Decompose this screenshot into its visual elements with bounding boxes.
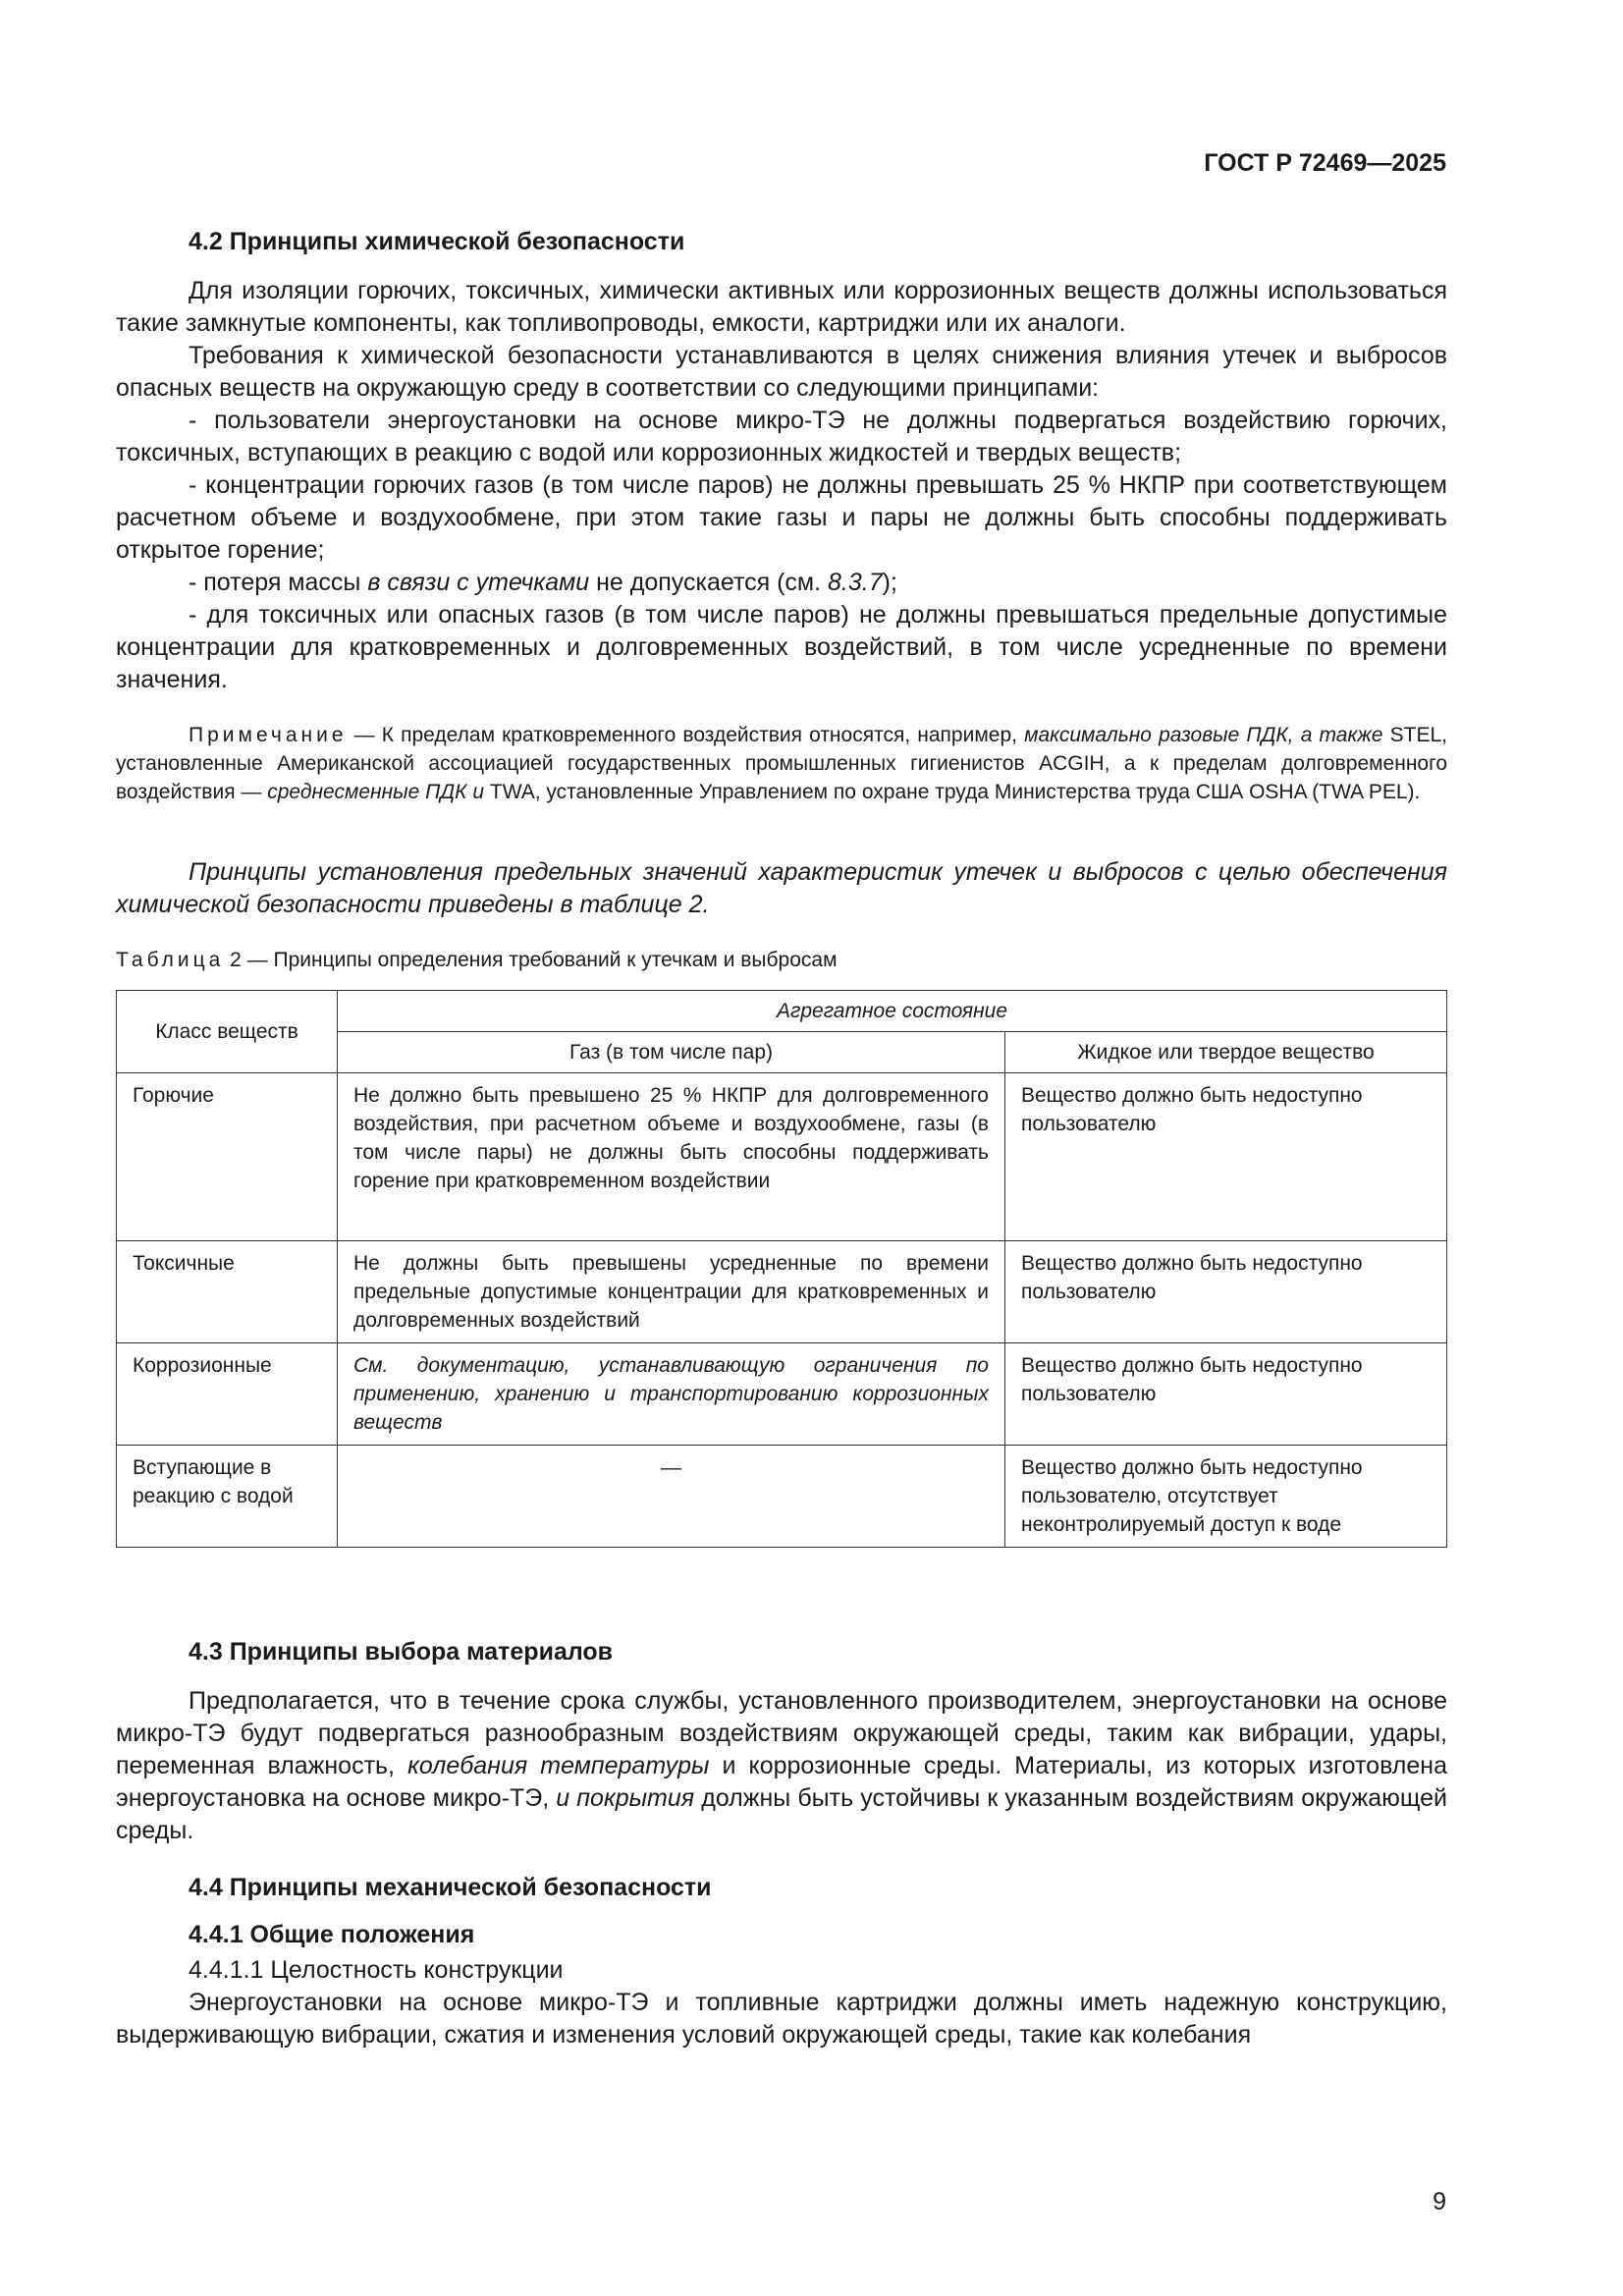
paragraph: Энергоустановки на основе микро-ТЭ и топливные картриджи должны иметь надежную конструкцию, выдерживающую вибрации, сжатия и изменения условий окружающей среды, такие как колебания: [116, 1989, 1447, 2049]
header-class: Класс веществ: [117, 991, 338, 1073]
table-row: Токсичные Не должны быть превышены усредненные по времени предельные допустимые концентрации для кратковременных и долговременных воздействий Вещество должно быть недоступно пользователю: [117, 1241, 1447, 1343]
table-row: Горючие Не должно быть превышено 25 % НКПР для долговременного воздействия, при расчетном объеме и воздухообмене, газы (в том числе пары) не должны быть способны поддерживать горение при кратковременном воздействии Вещество должно быть недоступно пользователю: [117, 1073, 1447, 1241]
bullet-item: - концентрации горючих газов (в том числе паров) не должны превышать 25 % НКПР при соответствующем расчетном объеме и воздухообмене, при этом такие газы и пары не должны быть способны поддерживать открытое горение;: [116, 471, 1447, 564]
table-row: Вступающие в реакцию с водой — Вещество должно быть недоступно пользователю, отсутствует неконтролируемый доступ к воде: [117, 1446, 1447, 1548]
header-liquid: Жидкое или твердое вещество: [1005, 1032, 1447, 1073]
table-reference-paragraph: Принципы установления предельных значений характеристик утечек и выбросов с целью обеспечения химической безопасности приведены в таблице 2.: [116, 858, 1447, 918]
section-4-3-title: 4.3 Принципы выбора материалов: [189, 1638, 614, 1666]
table-row: Коррозионные См. документацию, устанавливающую ограничения по применению, хранению и транспортированию коррозионных веществ Вещество должно быть недоступно пользователю: [117, 1343, 1447, 1446]
bullet-item: - пользователи энергоустановки на основе микро-ТЭ не должны подвергаться воздействию горючих, токсичных, вступающих в реакцию с водой или коррозионных жидкостей и твердых веществ;: [116, 407, 1447, 466]
section-4-2-body: [116, 275, 1447, 696]
section-4-3-body: Предполагается, что в течение срока службы, установленного производителем, энергоустановки на основе микро-ТЭ будут подвергаться разнообразным воздействиям окружающей среды, таким как вибрации, удары, переменная влажность, колебания температуры и коррозионные среды. Материалы, из которых изготовлена энергоустановка на основе микро-ТЭ, и покрытия должны быть устойчивы к указанным воздействиям окружающей среды.: [116, 1687, 1447, 1844]
bullet-item: - для токсичных или опасных газов (в том числе паров) не должны превышаться предельные допустимые концентрации для кратковременных и долговременных воздействий, в том числе усредненные по времени значения.: [116, 601, 1447, 693]
header-gas: Газ (в том числе пар): [338, 1032, 1005, 1073]
bullet-item: - потеря массы в связи с утечками не допускается (см. 8.3.7);: [189, 569, 897, 596]
section-4-4-body: [116, 1954, 1447, 2051]
subsubsection-title: 4.4.1.1 Целостность конструкции: [189, 1956, 564, 1984]
section-4-2-title: 4.2 Принципы химической безопасности: [189, 228, 685, 255]
paragraph: Требования к химической безопасности устанавливаются в целях снижения влияния утечек и выбросов опасных веществ на окружающую среду в соответствии со следующими принципами:: [116, 342, 1447, 402]
section-4-4-title: 4.4 Принципы механической безопасности: [189, 1874, 712, 1901]
paragraph: Для изоляции горючих, токсичных, химически активных или коррозионных веществ должны использоваться такие замкнутые компоненты, как топливопроводы, емкости, картриджи или их аналоги.: [116, 277, 1447, 337]
subsection-4-4-1-title: 4.4.1 Общие положения: [189, 1921, 475, 1948]
page-number: 9: [1433, 2188, 1446, 2215]
note: Примечание — К пределам кратковременного воздействия относятся, например, максимально разовые ПДК, а также STEL, установленные Американской ассоциацией государственных промышленных гигиенистов ACGIH, а к пределам долговременного воздействия — среднесменные ПДК и TWA, установленные Управлением по охране труда Министерства труда США OSHA (TWA PEL).: [116, 724, 1447, 803]
table-2: [116, 990, 1447, 1548]
document-header: ГОСТ Р 72469—2025: [1204, 149, 1446, 177]
table-caption: Таблица 2 — Принципы определения требований к утечкам и выбросам: [116, 949, 838, 971]
header-state: Агрегатное состояние: [338, 991, 1447, 1032]
note-label: Примечание: [189, 724, 348, 746]
